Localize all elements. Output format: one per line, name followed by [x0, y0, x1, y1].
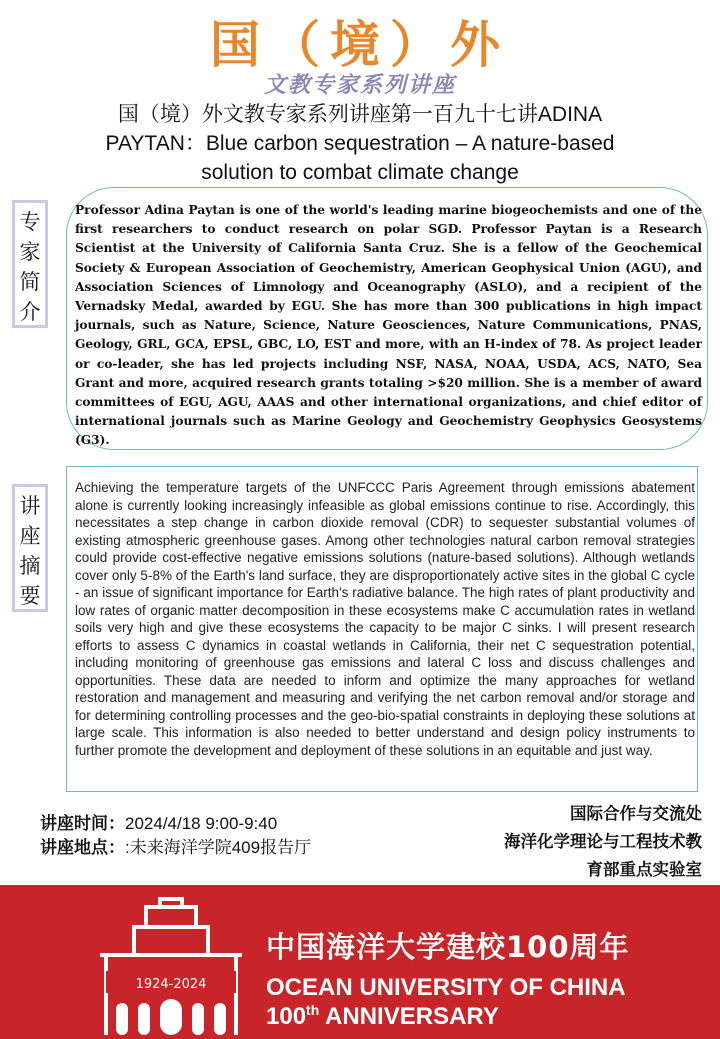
bio-label-char: 简 — [19, 270, 41, 294]
speaker-bio-text: Professor Adina Paytan is one of the world's leading marine biogeochemists and one of the first researchers to conduct research on polar SGD. Professor Paytan is a Research Scientist at the University of California Santa Cruz. She is a fellow of the Geochemical Society & European Association of Geochemistry, American Geophysical Union (AGU), and Association Sciences of Limnology and Oceanography (ASLO), and a recipient of the Vernadsky Medal, awarded by EGU. She has more than 300 publications in high impact journals, such as Nature, Science, Nature Geosciences, Nature Communications, PNAS, Geology, GRL, GCA, EPSL, GBC, LO, EST and more, with an H-index of 78. As project leader or co-leader, she has led projects including NSF, NASA, NOAA, USDA, ACS, NATO, Sea Grant and more, acquired research grants totaling >$20 million. She is a member of award committees of EGU, AGU, AAAS and other international organizations, and chief editor of international journals such as Marine Geology and Geochemistry Geophysics Geosystems (G3). — [75, 203, 702, 448]
anniversary-banner — [0, 885, 720, 1039]
anniversary-ordinal: th — [306, 1002, 320, 1018]
anniversary-number: 100 — [266, 1003, 307, 1030]
series-logo-subtitle: 文教专家系列讲座 — [263, 73, 456, 98]
anniversary-title-cn: 中国海洋大学建校100周年 — [266, 930, 630, 964]
series-logo-title: 国（境）外 — [210, 16, 510, 74]
lecture-title-line-2: PAYTAN：Blue carbon sequestration – A nature-based — [105, 132, 615, 155]
lecture-place-value: :未来海洋学院409报告厅 — [125, 838, 312, 857]
abstract-section-label — [12, 484, 48, 612]
lecture-title-line-1: 国（境）外文教专家系列讲座第一百九十七讲ADINA — [117, 103, 603, 126]
organizer-line-2: 海洋化学理论与工程技术教 — [504, 832, 702, 851]
bio-label-char: 介 — [19, 300, 41, 324]
university-building-logo-icon — [86, 895, 256, 1035]
organizer-line-1: 国际合作与交流处 — [570, 804, 702, 823]
lecture-title-line-3: solution to combat climate change — [201, 161, 519, 184]
university-name-en: OCEAN UNIVERSITY OF CHINA — [266, 974, 626, 1001]
bio-label-char: 家 — [19, 240, 41, 264]
organizer-line-3: 育部重点实验室 — [586, 860, 702, 879]
anniversary-word: ANNIVERSARY — [319, 1003, 499, 1030]
lecture-place-label: 讲座地点： — [40, 838, 125, 858]
anniversary-years: 1924-2024 — [135, 977, 207, 992]
bio-section-label — [12, 200, 48, 328]
lecture-time — [40, 812, 277, 836]
lecture-title — [40, 100, 680, 187]
anniversary-title-en — [266, 1002, 499, 1031]
lecture-place — [40, 836, 311, 860]
lecture-abstract-text: Achieving the temperature targets of the UNFCCC Paris Agreement through emissions abatement alone is currently looking increasingly infeasible as global emissions continue to rise. Accordingly, this necessitates a step change in carbon dioxide removal (CDR) to sequester substantial volumes of existing atmospheric greenhouse gases. Among other technologies natural carbon removal strategies could provide cost-effective negative emissions solutions (nature-based solutions). Although wetlands cover only 5-8% of the Earth's land surface, they are disproportionately active sites in the global C cycle - an issue of significant importance for Earth's radiative balance. The high rates of plant productivity and low rates of organic matter decomposition in these ecosystems make C accumulation rates in wetland soils very high and give these ecosystems the capacity to be major C sinks. I will present research efforts to assess C dynamics in coastal wetlands in California, their net C sequestration potential, including monitoring of greenhouse gas emissions and lateral C loss and discuss challenges and opportunities. These data are needed to inform and optimize the many approaches for wetland restoration and management and measuring and verifying the net carbon removal and/or storage and for determining controlling processes and the geo-bio-spatial constraints in deploying these solutions at large scale. This information is also needed to better understand and design policy instruments to further promote the development and deployment of these solutions in an equitable and just way. — [75, 480, 695, 758]
abstract-label-char: 讲 — [19, 494, 41, 518]
lecture-time-label: 讲座时间： — [40, 814, 125, 834]
lecture-time-value: 2024/4/18 9:00-9:40 — [125, 814, 278, 833]
bio-label-char: 专 — [19, 210, 41, 234]
abstract-label-char: 座 — [19, 524, 41, 548]
abstract-label-char: 要 — [19, 584, 41, 608]
abstract-label-char: 摘 — [19, 554, 41, 578]
